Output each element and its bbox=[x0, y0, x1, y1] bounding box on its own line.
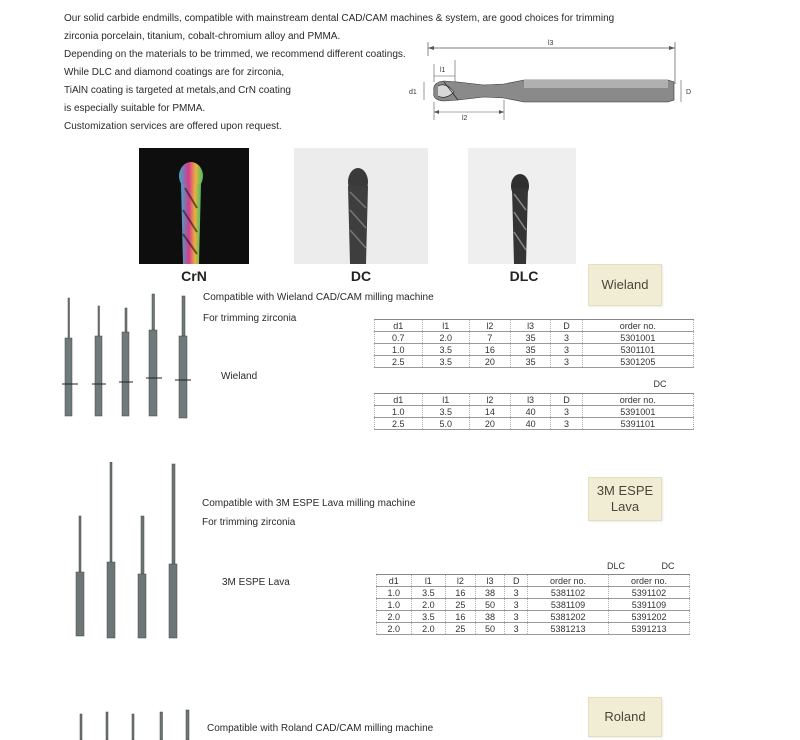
table-cell: 3 bbox=[551, 356, 582, 368]
table-cell: 3 bbox=[505, 599, 528, 611]
table-cell: 2.5 bbox=[375, 356, 423, 368]
table-header-cell: l1 bbox=[411, 575, 446, 587]
table-cell: 5381202 bbox=[528, 611, 609, 623]
intro-line: Our solid carbide endmills, compatible with mainstream dental CAD/CAM machines & system, are good choices for trimming bbox=[64, 13, 615, 24]
coating-label-dc: DC bbox=[350, 268, 372, 284]
table-header-cell: l2 bbox=[446, 575, 476, 587]
dlc-coating-photo bbox=[468, 148, 576, 264]
table-cell: 3 bbox=[551, 406, 582, 418]
table-cell: 5391213 bbox=[608, 623, 689, 635]
intro-line: While DLC and diamond coatings are for zirconia, bbox=[64, 67, 285, 78]
table-cell: 5301205 bbox=[582, 356, 693, 368]
table-cell: 5391202 bbox=[608, 611, 689, 623]
crn-coating-photo bbox=[139, 148, 249, 264]
table-cell: 5301001 bbox=[582, 332, 693, 344]
espe-tools-image bbox=[70, 462, 188, 642]
intro-line: Customization services are offered upon request. bbox=[64, 121, 282, 132]
wieland-dc-spec-table bbox=[374, 393, 694, 430]
table-cell: 1.0 bbox=[377, 599, 412, 611]
table-cell: 38 bbox=[475, 587, 505, 599]
table-cell: 3 bbox=[505, 623, 528, 635]
table-cell: 25 bbox=[446, 599, 476, 611]
dlc-endmill-icon bbox=[468, 148, 576, 264]
brand-badge-wieland bbox=[588, 264, 662, 306]
roland-compat-text: Compatible with Roland CAD/CAM milling machine bbox=[207, 723, 434, 734]
table-cell: 3.5 bbox=[411, 587, 446, 599]
dc-coating-photo bbox=[294, 148, 428, 264]
intro-line: Depending on the materials to be trimmed, we recommend different coatings. bbox=[64, 49, 406, 60]
table-cell: 3 bbox=[505, 611, 528, 623]
table-cell: 5391001 bbox=[582, 406, 693, 418]
table-cell: 3.5 bbox=[422, 344, 470, 356]
table-header-cell: d1 bbox=[377, 575, 412, 587]
intro-line: is especially suitable for PMMA. bbox=[64, 103, 206, 114]
espe-section-name: 3M ESPE Lava bbox=[222, 577, 290, 588]
table-row bbox=[377, 623, 690, 635]
espe-material-text: For trimming zirconia bbox=[202, 517, 296, 528]
table-cell: 7 bbox=[470, 332, 511, 344]
wieland-section-name: Wieland bbox=[221, 371, 258, 382]
coating-label-crn: CrN bbox=[181, 268, 207, 284]
table-cell: 5381109 bbox=[528, 599, 609, 611]
brand-badge-3m-espe-lava bbox=[588, 477, 662, 521]
table-cell: 16 bbox=[446, 611, 476, 623]
table-header-cell: D bbox=[551, 394, 582, 406]
table-cell: 1.0 bbox=[375, 344, 423, 356]
table-cell: 35 bbox=[510, 332, 551, 344]
table-header-cell: order no. bbox=[582, 320, 693, 332]
table-header-cell: l2 bbox=[470, 394, 511, 406]
table-header-cell: l3 bbox=[510, 320, 551, 332]
table-cell: 40 bbox=[510, 406, 551, 418]
table-row bbox=[375, 406, 694, 418]
brand-badge-roland bbox=[588, 697, 662, 737]
table-cell: 38 bbox=[475, 611, 505, 623]
table-cell: 2.5 bbox=[375, 418, 423, 430]
table-header-row bbox=[375, 320, 694, 332]
table-cell: 2.0 bbox=[411, 599, 446, 611]
table-cell: 50 bbox=[475, 623, 505, 635]
dim-label-d1: d1 bbox=[409, 89, 417, 96]
table-cell: 5391102 bbox=[608, 587, 689, 599]
wieland-compat-text: Compatible with Wieland CAD/CAM milling machine bbox=[203, 292, 434, 303]
table-cell: 14 bbox=[470, 406, 511, 418]
table-header-cell: order no. bbox=[582, 394, 693, 406]
table-cell: 5381102 bbox=[528, 587, 609, 599]
table-row bbox=[375, 418, 694, 430]
table-cell: 3 bbox=[551, 418, 582, 430]
table-cell: 35 bbox=[510, 356, 551, 368]
espe-spec-table bbox=[376, 574, 690, 635]
table-header-cell: l1 bbox=[422, 394, 470, 406]
table-cell: 25 bbox=[446, 623, 476, 635]
table-row bbox=[377, 611, 690, 623]
dc-endmill-icon bbox=[294, 148, 428, 264]
table-cell: 1.0 bbox=[375, 406, 423, 418]
brand-label: Roland bbox=[604, 709, 646, 724]
table-cell: 40 bbox=[510, 418, 551, 430]
table-header-cell: order no. bbox=[528, 575, 609, 587]
table-header-cell: l2 bbox=[470, 320, 511, 332]
table-cell: 2.0 bbox=[411, 623, 446, 635]
intro-line: TiAlN coating is targeted at metals,and CrN coating bbox=[64, 85, 291, 96]
table-cell: 3.5 bbox=[422, 356, 470, 368]
table-row bbox=[377, 587, 690, 599]
table-header-cell: d1 bbox=[375, 320, 423, 332]
table-header-cell: d1 bbox=[375, 394, 423, 406]
table-cell: 2.0 bbox=[377, 611, 412, 623]
table-header-cell: l3 bbox=[475, 575, 505, 587]
table-header-cell: D bbox=[505, 575, 528, 587]
brand-label: Wieland bbox=[601, 277, 649, 292]
espe-dc-label: DC bbox=[661, 561, 675, 571]
table-row bbox=[375, 356, 694, 368]
table-cell: 35 bbox=[510, 344, 551, 356]
table-header-row bbox=[377, 575, 690, 587]
table-cell: 16 bbox=[470, 344, 511, 356]
dim-label-l2: l2 bbox=[462, 115, 468, 122]
espe-dlc-label: DLC bbox=[606, 561, 625, 571]
wieland-dc-label: DC bbox=[653, 379, 667, 389]
table-header-row bbox=[375, 394, 694, 406]
brand-label-line2: Lava bbox=[610, 499, 640, 514]
table-cell: 20 bbox=[470, 418, 511, 430]
table-cell: 3 bbox=[551, 344, 582, 356]
wieland-tools-image bbox=[58, 292, 198, 422]
dim-label-D: D bbox=[686, 89, 692, 96]
table-cell: 3 bbox=[505, 587, 528, 599]
dim-label-l3: l3 bbox=[548, 40, 554, 47]
table-cell: 50 bbox=[475, 599, 505, 611]
table-header-cell: l3 bbox=[510, 394, 551, 406]
dim-label-l1: l1 bbox=[440, 67, 446, 74]
table-cell: 2.0 bbox=[377, 623, 412, 635]
brand-label-line1: 3M ESPE bbox=[596, 483, 654, 498]
table-header-cell: l1 bbox=[422, 320, 470, 332]
intro-line: zirconia porcelain, titanium, cobalt-chromium alloy and PMMA. bbox=[64, 31, 341, 42]
table-cell: 5.0 bbox=[422, 418, 470, 430]
table-header-cell: order no. bbox=[608, 575, 689, 587]
table-row bbox=[375, 344, 694, 356]
wieland-spec-table bbox=[374, 319, 694, 368]
coating-label-dlc: DLC bbox=[509, 268, 539, 284]
table-cell: 5391109 bbox=[608, 599, 689, 611]
wieland-material-text: For trimming zirconia bbox=[203, 313, 297, 324]
table-cell: 20 bbox=[470, 356, 511, 368]
table-cell: 0.7 bbox=[375, 332, 423, 344]
table-cell: 3.5 bbox=[422, 406, 470, 418]
table-cell: 5301101 bbox=[582, 344, 693, 356]
roland-tools-image bbox=[74, 708, 194, 740]
crn-endmill-icon bbox=[139, 148, 249, 264]
table-cell: 2.0 bbox=[422, 332, 470, 344]
table-cell: 5381213 bbox=[528, 623, 609, 635]
table-row bbox=[375, 332, 694, 344]
table-cell: 5391101 bbox=[582, 418, 693, 430]
espe-compat-text: Compatible with 3M ESPE Lava milling machine bbox=[202, 498, 416, 509]
table-cell: 3.5 bbox=[411, 611, 446, 623]
table-cell: 1.0 bbox=[377, 587, 412, 599]
table-cell: 16 bbox=[446, 587, 476, 599]
table-header-cell: D bbox=[551, 320, 582, 332]
table-row bbox=[377, 599, 690, 611]
endmill-dimension-diagram bbox=[400, 36, 710, 130]
table-cell: 3 bbox=[551, 332, 582, 344]
